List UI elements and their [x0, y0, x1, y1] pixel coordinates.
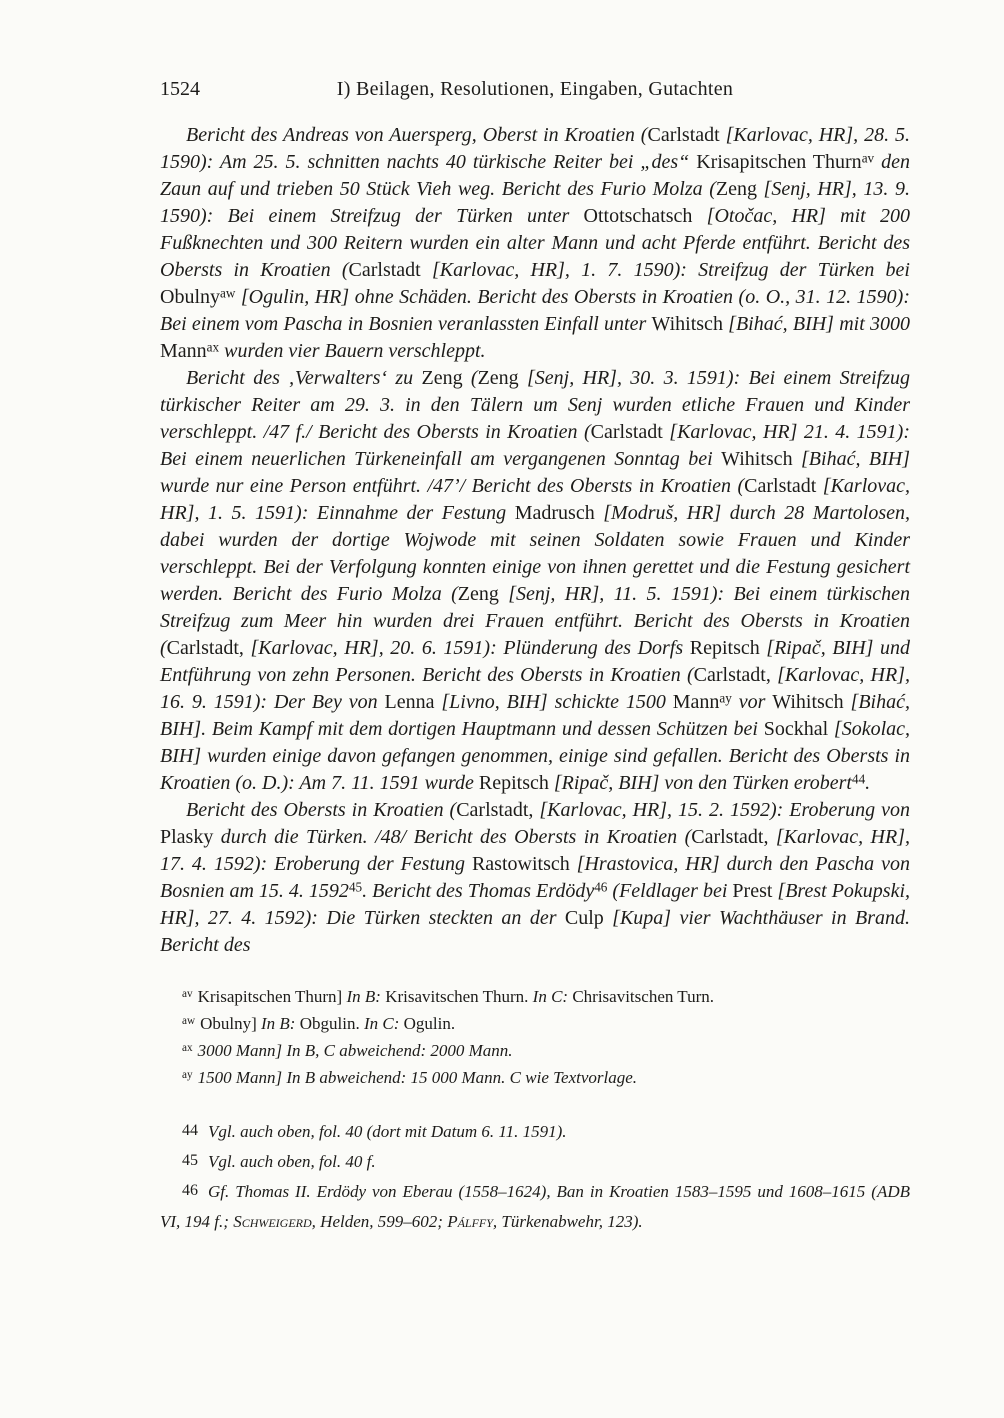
- letter-note-marker: aw: [182, 1015, 196, 1028]
- text-segment: Ogulin.: [403, 1014, 456, 1033]
- text-segment: Madrusch: [514, 502, 595, 524]
- text-segment: Lenna: [384, 691, 435, 713]
- footnote-reference: 45: [348, 879, 363, 895]
- text-segment: Zeng: [457, 583, 499, 605]
- text-segment: Wihitsch: [772, 691, 844, 713]
- text-segment: ADB: [876, 1182, 910, 1201]
- footnote: [160, 983, 910, 1010]
- letter-note-marker: ay: [182, 1069, 193, 1082]
- text-segment: [Senj, HR], 30. 3. 1591): Bei einem Streifzug türkischer Reiter am 29. 3. in den Tälern um Senj wurden etliche Frauen und Kinder verschleppt. /47 f./ Bericht des Obersts in Kroatien (: [160, 367, 910, 443]
- text-segment: 1500 Mann] In B abweichend: 15 000 Mann. C wie Textvorlage.: [197, 1068, 638, 1087]
- text-segment: (: [462, 367, 478, 389]
- footnote-reference: ay: [719, 690, 732, 706]
- text-segment: (Feldlager bei: [607, 880, 733, 902]
- text-segment: Carlstadt: [744, 475, 817, 497]
- text-segment: [Ripač, BIH] und Entführung von zehn Personen. Bericht des Obersts in Kroatien (: [160, 637, 911, 686]
- text-segment: Zeng: [421, 367, 463, 389]
- numbered-note-marker: 44: [182, 1122, 198, 1139]
- footnote: [160, 1177, 910, 1236]
- text-segment: [Karlovac, HR], 1. 5. 1591): Einnahme der Festung: [160, 475, 911, 524]
- text-segment: den Zaun auf und trieben 50 Stück Vieh weg. Bericht des Furio Molza (: [160, 151, 910, 200]
- footnote-reference: aw: [220, 285, 236, 301]
- text-segment: [Bihać, BIH] mit 3000: [722, 313, 910, 335]
- commentary-numbered-notes: [160, 1117, 910, 1236]
- text-segment: [Otočac, HR] mit 200 Fußknechten und 300 Reitern wurden ein alter Mann und acht Pferde entführt. Bericht des Obersts in Kroatien (: [160, 205, 910, 281]
- text-segment: Chrisavitschen Turn.: [572, 987, 715, 1006]
- text-segment: Carlstadt,: [456, 799, 534, 821]
- text-segment: In B:: [261, 1014, 300, 1033]
- text-segment: Obgulin.: [299, 1014, 364, 1033]
- text-segment: Obulny: [160, 286, 220, 308]
- text-segment: [Karlovac, HR], 1. 7. 1590): Streifzug der Türken bei: [420, 259, 910, 281]
- text-segment: [Ripač, BIH] von den Türken erobert: [548, 772, 852, 794]
- text-segment: Repitsch: [478, 772, 549, 794]
- body-text-block: [160, 122, 910, 959]
- text-segment: Krisapitschen Thurn]: [197, 987, 347, 1006]
- text-segment: [Karlovac, HR], 28. 5. 1590): Am 25. 5. schnitten nachts 40 türkische Reiter bei „des“: [160, 124, 910, 173]
- text-segment: [Brest Pokupski, HR], 27. 4. 1592): Die Türken steckten an der: [160, 880, 911, 929]
- footnote-reference: 46: [594, 879, 608, 895]
- text-segment: vor: [731, 691, 773, 713]
- text-segment: [Senj, HR], 13. 9. 1590): Bei einem Streifzug der Türken unter: [160, 178, 910, 227]
- text-segment: Vgl. auch oben, fol. 40 f.: [208, 1152, 376, 1171]
- text-segment: [Modruš, HR] durch 28 Martolosen, dabei wurden der dortige Wojwode mit seinen Soldaten sowie Frauen und Kinder verschleppt. Bei der Verfolgung konnten einige von ihnen gerettet und die Festung gesichert werden. Bericht des Furio Molza (: [160, 502, 911, 605]
- text-segment: Obulny]: [200, 1014, 262, 1033]
- text-segment: Mann: [672, 691, 720, 713]
- text-segment: Prest: [732, 880, 773, 902]
- text-segment: In C:: [363, 1014, 404, 1033]
- text-segment: Krisapitschen Thurn: [696, 151, 862, 173]
- page-header: [160, 76, 910, 103]
- text-segment: [Kupa] vier Wachthäuser in Brand. Bericht des: [160, 907, 910, 956]
- text-segment: Sockhal: [763, 718, 829, 740]
- text-segment: . Bericht des Thomas Erdödy: [362, 880, 595, 902]
- footnote: [160, 1147, 910, 1177]
- text-segment: .: [865, 772, 871, 794]
- text-segment: [Karlovac, HR], 15. 2. 1592): Eroberung von: [533, 799, 910, 821]
- text-segment: VI, 194 f.;: [160, 1212, 234, 1231]
- text-segment: [Livno, BIH] schickte 1500: [434, 691, 673, 713]
- footnote: [160, 1010, 910, 1037]
- text-segment: Zeng: [477, 367, 519, 389]
- text-segment: [Bihać, BIH] wurde nur eine Person entführt. /47’/ Bericht des Obersts in Kroatien (: [160, 448, 910, 497]
- footnote: [160, 1064, 910, 1091]
- text-segment: [Karlovac, HR] 21. 4. 1591): Bei einem neuerlichen Türkeneinfall am vergangenen Sonntag bei: [160, 421, 911, 470]
- text-segment: Ottotschatsch: [583, 205, 693, 227]
- text-segment: Krisavitschen Thurn.: [385, 987, 533, 1006]
- text-segment: Rastowitsch: [471, 853, 570, 875]
- text-segment: [Senj, HR], 11. 5. 1591): Bei einem türkischen Streifzug zum Meer hin wurden drei Frauen entführt. Bericht des Obersts in Kroatien (: [160, 583, 910, 659]
- text-segment: [Ogulin, HR] ohne Schäden. Bericht des Obersts in Kroatien (o. O., 31. 12. 1590): Bei einem vom Pascha in Bosnien veranlassten Einfall unter: [160, 286, 910, 335]
- text-segment: Carlstadt,: [693, 664, 771, 686]
- body-paragraph: [160, 797, 910, 959]
- text-segment: , Helden, 599–602;: [311, 1212, 448, 1231]
- apparatus-letter-notes: [160, 983, 910, 1091]
- text-segment: Plasky: [160, 826, 214, 848]
- text-segment: Pálffy: [447, 1212, 493, 1231]
- text-segment: , Türkenabwehr, 123).: [492, 1212, 643, 1231]
- text-segment: Wihitsch: [651, 313, 723, 335]
- footnote: [160, 1037, 910, 1064]
- text-segment: [Hrastovica, HR] durch den Pascha von Bosnien am 15. 4. 1592: [160, 853, 910, 902]
- text-segment: In B:: [346, 987, 386, 1006]
- text-segment: durch die Türken. /48/ Bericht des Obersts in Kroatien (: [213, 826, 692, 848]
- text-segment: Culp: [564, 907, 604, 929]
- footnote-reference: 44: [851, 771, 866, 787]
- footnote: [160, 1117, 910, 1147]
- body-paragraph: [160, 365, 910, 797]
- text-segment: Repitsch: [689, 637, 760, 659]
- letter-note-marker: av: [182, 988, 193, 1001]
- text-segment: Bericht des Andreas von Auersperg, Oberst in Kroatien (: [186, 124, 648, 146]
- text-segment: Carlstadt,: [166, 637, 244, 659]
- numbered-note-marker: 46: [182, 1182, 198, 1199]
- text-segment: Wihitsch: [721, 448, 793, 470]
- text-segment: Carlstadt: [348, 259, 421, 281]
- footnote-reference: av: [861, 150, 875, 166]
- text-segment: 3000 Mann] In B, C abweichend: 2000 Mann.: [197, 1041, 513, 1060]
- body-paragraph: [160, 122, 910, 365]
- text-segment: [Karlovac, HR], 16. 9. 1591): Der Bey von: [160, 664, 910, 713]
- numbered-note-marker: 45: [182, 1152, 198, 1169]
- text-segment: Carlstadt,: [691, 826, 769, 848]
- text-segment: wurden vier Bauern verschleppt.: [219, 340, 486, 362]
- text-segment: Zeng: [715, 178, 757, 200]
- text-segment: In C:: [532, 987, 573, 1006]
- page-number: 1524: [160, 78, 200, 100]
- text-segment: Vgl. auch oben, fol. 40 (dort mit Datum 6. 11. 1591).: [208, 1122, 567, 1141]
- running-header: I) Beilagen, Resolutionen, Eingaben, Gutachten: [336, 78, 734, 100]
- text-segment: Bericht des ‚Verwalters‘ zu: [186, 367, 422, 389]
- letter-note-marker: ax: [182, 1042, 193, 1055]
- text-segment: Mann: [160, 340, 207, 362]
- text-segment: [Karlovac, HR], 20. 6. 1591): Plünderung des Dorfs: [243, 637, 690, 659]
- text-segment: Bericht des Obersts in Kroatien (: [186, 799, 457, 821]
- text-segment: Carlstadt: [590, 421, 663, 443]
- text-segment: Gf. Thomas II. Erdödy von Eberau (1558–1624), Ban in Kroatien 1583–1595 und 1608–1615 (: [208, 1182, 877, 1201]
- text-segment: [Sokolac, BIH] wurden einige davon gefangen genommen, einige sind gefallen. Bericht des Obersts in Kroatien (o. D.): Am 7. 11. 1591 wurde: [160, 718, 910, 794]
- text-segment: [Karlovac, HR], 17. 4. 1592): Eroberung der Festung: [160, 826, 910, 875]
- text-segment: Carlstadt: [647, 124, 720, 146]
- text-segment: Schweigerd: [233, 1212, 312, 1231]
- text-segment: [Bihać, BIH]. Beim Kampf mit dem dortigen Hauptmann und dessen Schützen bei: [160, 691, 910, 740]
- footnote-reference: ax: [206, 339, 220, 355]
